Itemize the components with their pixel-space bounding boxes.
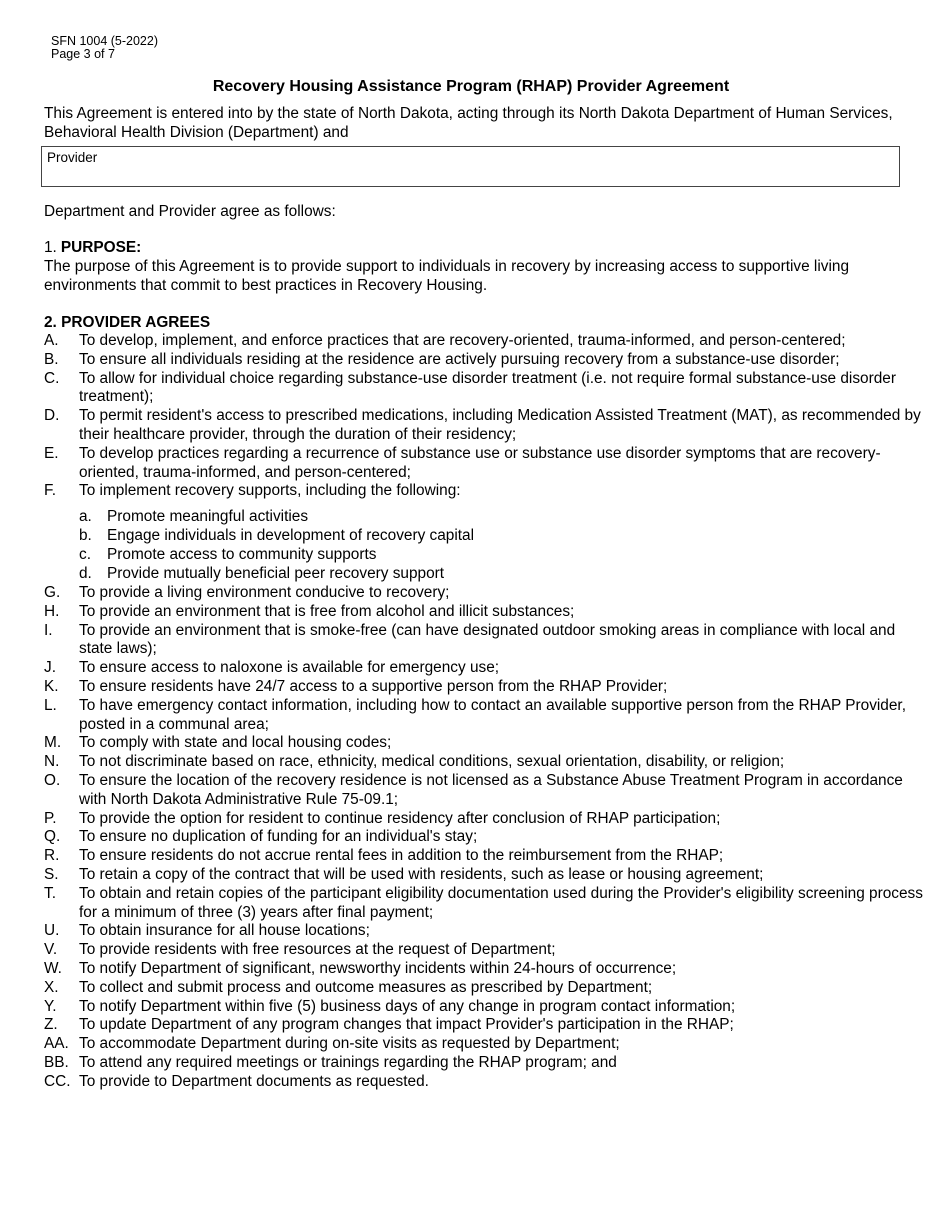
agreement-item-text: To attend any required meetings or trainings regarding the RHAP program; and xyxy=(79,1053,617,1071)
agreement-item xyxy=(44,866,924,885)
agreement-item-letter: O. xyxy=(44,771,61,789)
agreement-item xyxy=(44,603,924,622)
agreement-item-text: To provide a living environment conducive to recovery; xyxy=(79,584,450,601)
agreement-item xyxy=(44,697,924,735)
agreement-item-letter: Y. xyxy=(44,997,57,1015)
agreement-item-letter: U. xyxy=(44,922,60,940)
agreement-item xyxy=(44,407,924,445)
agreement-item-text: To implement recovery supports, including the following: xyxy=(79,482,461,500)
form-identifier xyxy=(51,35,158,61)
recovery-support-item-text: Promote access to community supports xyxy=(107,545,377,563)
agreement-item-text: To accommodate Department during on-site visits as requested by Department; xyxy=(79,1035,620,1053)
recovery-support-item-letter: b. xyxy=(79,526,92,544)
agreement-item-letter: CC. xyxy=(44,1072,71,1090)
intro-paragraph: This Agreement is entered into by the state of North Dakota, acting through its North Dakota Department of Human Services, Behavioral Health Division (Department) and xyxy=(44,105,893,141)
agreement-item-text: To develop practices regarding a recurrence of substance use or substance use disorder symptoms that are recovery-oriented, trauma-informed, and person-centered; xyxy=(79,444,881,481)
agreement-item-letter: L. xyxy=(44,696,57,714)
agreement-item-text: To permit resident's access to prescribed medications, including Medication Assisted Treatment (MAT), as recommended by their healthcare provider, through the duration of their residency; xyxy=(79,407,921,443)
agreement-item xyxy=(44,445,924,483)
agreement-item xyxy=(44,1035,924,1054)
agreement-item-letter: P. xyxy=(44,809,57,827)
agreement-item-text: To notify Department within five (5) business days of any change in program contact information; xyxy=(79,997,736,1015)
agreement-item-text: To collect and submit process and outcome measures as prescribed by Department; xyxy=(79,978,653,996)
recovery-support-item xyxy=(79,565,879,584)
agreement-item-text: To notify Department of significant, newsworthy incidents within 24-hours of occurrence; xyxy=(79,959,677,977)
agreement-item-letter: X. xyxy=(44,978,59,996)
agreement-item-text: To obtain and retain copies of the participant eligibility documentation used during the Provider's eligibility screening process for a minimum of three (3) years after final payment; xyxy=(79,884,923,921)
agreement-item-letter: E. xyxy=(44,444,59,462)
agreement-item-letter: A. xyxy=(44,332,59,349)
recovery-support-item xyxy=(79,546,879,565)
agreement-item xyxy=(44,979,924,998)
section-2-heading: 2. PROVIDER AGREES xyxy=(44,314,211,331)
agreement-item xyxy=(44,1016,924,1035)
agreement-item-letter: BB. xyxy=(44,1053,69,1071)
provider-field[interactable] xyxy=(41,146,900,187)
agreement-item xyxy=(44,659,924,678)
agreement-item xyxy=(44,332,924,351)
recovery-supports-sublist xyxy=(79,508,879,584)
agreement-item-letter: AA. xyxy=(44,1035,69,1053)
section-1-number: 1. xyxy=(44,239,57,256)
agreement-item-letter: G. xyxy=(44,584,61,601)
agreement-item xyxy=(44,772,924,810)
agreement-item xyxy=(44,1073,924,1092)
provider-agrees-list-continued xyxy=(44,584,924,1092)
agreement-item-letter: H. xyxy=(44,602,60,620)
agreement-item xyxy=(44,584,924,603)
agreement-item xyxy=(44,828,924,847)
agreement-item-letter: V. xyxy=(44,941,58,959)
agreement-item-letter: W. xyxy=(44,959,62,977)
document-title: Recovery Housing Assistance Program (RHAP) Provider Agreement xyxy=(212,78,730,95)
agreement-item xyxy=(44,734,924,753)
agreement-item xyxy=(44,998,924,1017)
recovery-support-item-letter: c. xyxy=(79,545,91,563)
agreement-item xyxy=(44,847,924,866)
section-1-body: The purpose of this Agreement is to provide support to individuals in recovery by increasing access to supportive living environments that commit to best practices in Recovery Housing. xyxy=(44,258,850,294)
agreement-item-letter: S. xyxy=(44,865,59,883)
agreement-item-letter: K. xyxy=(44,677,59,695)
agreement-item xyxy=(44,941,924,960)
agreement-item xyxy=(44,922,924,941)
agreement-item-letter: D. xyxy=(44,407,60,425)
agreement-item xyxy=(44,1054,924,1073)
agreement-item-letter: N. xyxy=(44,753,60,771)
agreement-item-letter: J. xyxy=(44,659,56,677)
agreement-item-text: To develop, implement, and enforce practices that are recovery-oriented, trauma-informed, and person-centered; xyxy=(79,332,846,349)
agreement-item-letter: F. xyxy=(44,482,56,500)
section-1-heading xyxy=(44,238,141,257)
recovery-support-item xyxy=(79,508,879,527)
agreement-item-text: To obtain insurance for all house locations; xyxy=(79,922,370,940)
form-number: SFN 1004 (5-2022) xyxy=(51,34,159,48)
agreement-item-text: To have emergency contact information, including how to contact an available supportive person from the RHAP Provider, posted in a communal area; xyxy=(79,696,906,733)
agreement-item xyxy=(44,885,924,923)
agreement-item-text: To provide an environment that is smoke-free (can have designated outdoor smoking areas in compliance with local and state laws); xyxy=(79,621,896,658)
agreement-item-text: To ensure all individuals residing at the residence are actively pursuing recovery from a substance-use disorder; xyxy=(79,350,840,368)
agreement-item-letter: Q. xyxy=(44,828,61,846)
recovery-support-item-letter: d. xyxy=(79,564,92,582)
agreement-item xyxy=(44,622,924,660)
page-number: Page 3 of 7 xyxy=(51,47,115,61)
recovery-support-item xyxy=(79,527,879,546)
recovery-support-item-text: Provide mutually beneficial peer recovery support xyxy=(107,564,445,582)
agree-statement: Department and Provider agree as follows: xyxy=(44,203,336,220)
agreement-item-text: To comply with state and local housing codes; xyxy=(79,734,392,752)
recovery-support-item-letter: a. xyxy=(79,508,92,525)
agreement-item-letter: T. xyxy=(44,884,56,902)
agreement-item-letter: R. xyxy=(44,847,60,865)
agreement-item xyxy=(44,482,924,501)
agreement-item-text: To ensure residents have 24/7 access to a supportive person from the RHAP Provider; xyxy=(79,677,668,695)
recovery-support-item-text: Promote meaningful activities xyxy=(107,508,309,525)
recovery-support-item-text: Engage individuals in development of recovery capital xyxy=(107,526,475,544)
agreement-item-text: To provide residents with free resources at the request of Department; xyxy=(79,941,556,959)
agreement-item-text: To ensure residents do not accrue rental fees in addition to the reimbursement from the RHAP; xyxy=(79,847,724,865)
agreement-item-text: To ensure the location of the recovery residence is not licensed as a Substance Abuse Treatment Program in accordance with North Dakota Administrative Rule 75-09.1; xyxy=(79,771,903,808)
agreement-item-letter: Z. xyxy=(44,1016,58,1034)
agreement-item-text: To allow for individual choice regarding substance-use disorder treatment (i.e. not require formal substance-use disorder treatment); xyxy=(79,369,896,406)
agreement-item-text: To ensure no duplication of funding for an individual's stay; xyxy=(79,828,478,846)
agreement-item-text: To ensure access to naloxone is available for emergency use; xyxy=(79,659,500,677)
agreement-item xyxy=(44,753,924,772)
agreement-item-text: To provide an environment that is free from alcohol and illicit substances; xyxy=(79,602,575,620)
agreement-item xyxy=(44,678,924,697)
agreement-item xyxy=(44,351,924,370)
provider-agrees-list xyxy=(44,332,924,501)
agreement-item xyxy=(44,810,924,829)
agreement-item-letter: I. xyxy=(44,621,53,639)
provider-field-label: Provider xyxy=(47,150,98,165)
agreement-item-letter: B. xyxy=(44,350,59,368)
agreement-item-text: To update Department of any program changes that impact Provider's participation in the RHAP; xyxy=(79,1016,734,1034)
agreement-item-text: To provide to Department documents as requested. xyxy=(79,1072,429,1090)
agreement-item-text: To not discriminate based on race, ethnicity, medical conditions, sexual orientation, disability, or religion; xyxy=(79,753,785,771)
section-1-title: PURPOSE: xyxy=(60,239,142,256)
agreement-item-text: To provide the option for resident to continue residency after conclusion of RHAP participation; xyxy=(79,809,721,827)
agreement-item-letter: M. xyxy=(44,734,62,752)
agreement-item xyxy=(44,960,924,979)
agreement-item-text: To retain a copy of the contract that will be used with residents, such as lease or housing agreement; xyxy=(79,865,764,883)
agreement-item-letter: C. xyxy=(44,369,60,387)
agreement-item xyxy=(44,370,924,408)
